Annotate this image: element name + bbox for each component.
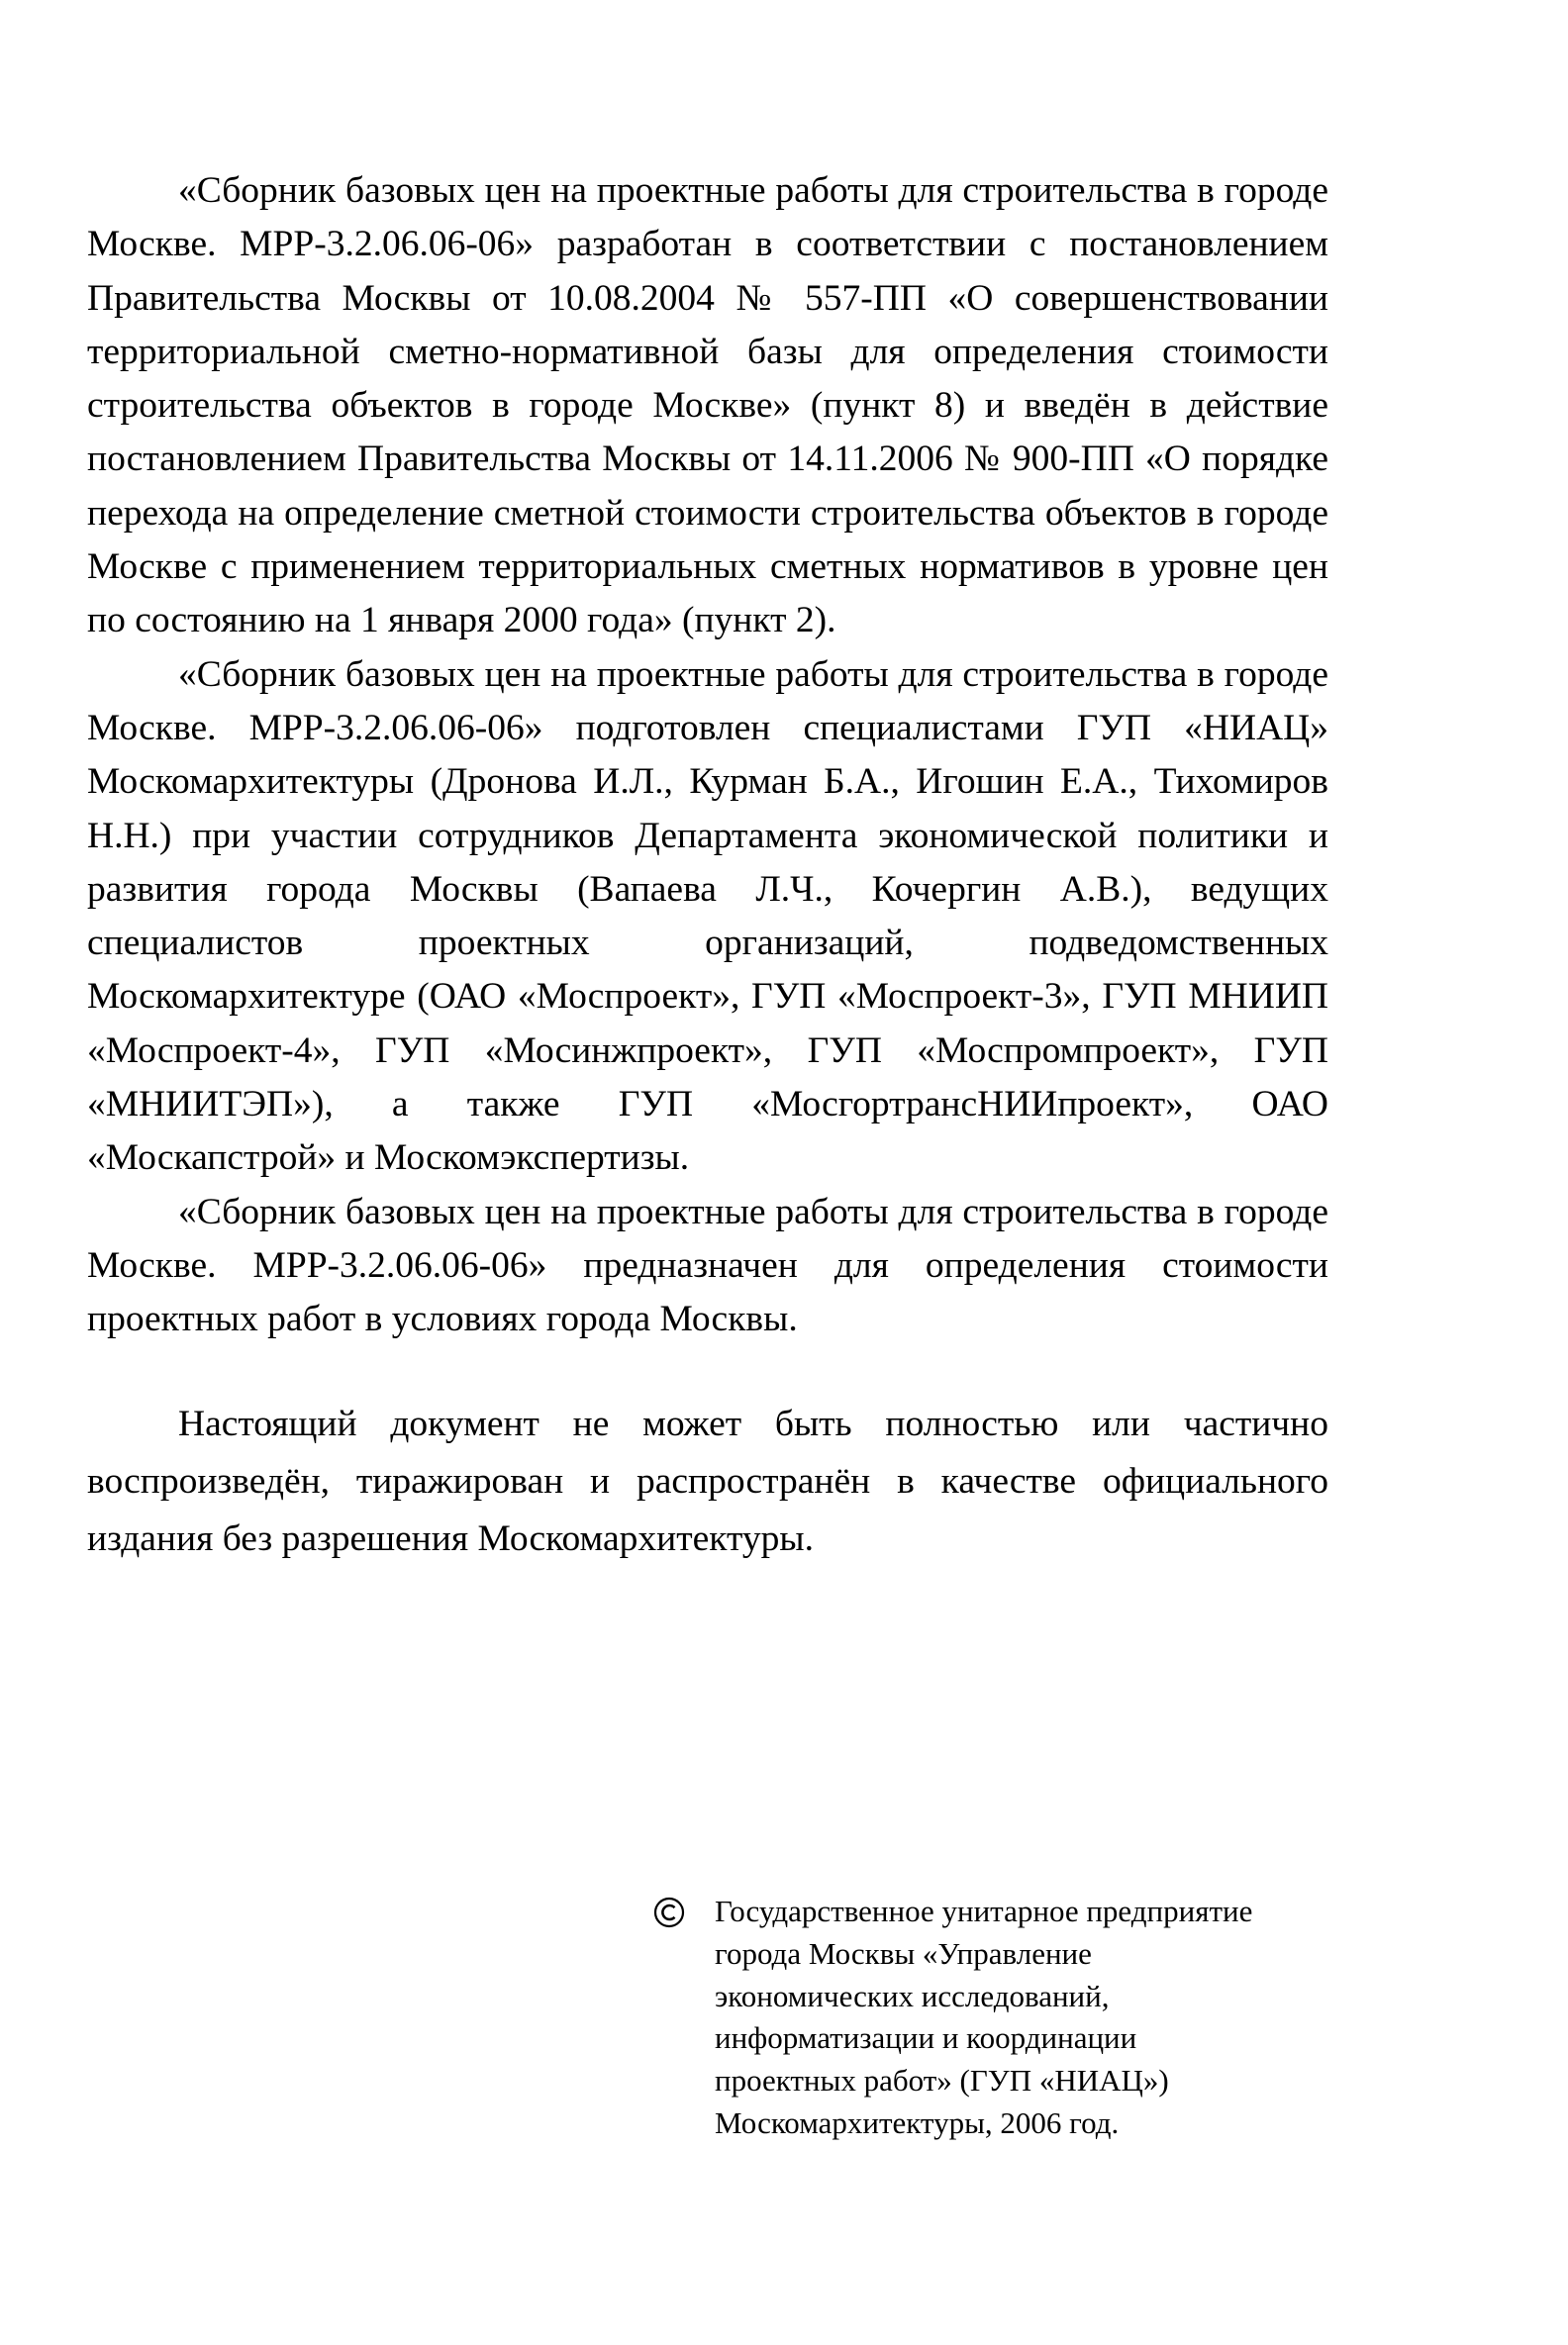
main-text xyxy=(87,164,1328,1347)
copyright-line: проектных работ» (ГУП «НИАЦ») xyxy=(715,2063,1169,2099)
paragraph-2: «Сборник базовых цен на проектные работы для строительства в городе Москве. МРР-3.2.06.06-06» подготовлен специалистами ГУП «НИАЦ» Москомархитектуры (Дронова И.Л., Курман Б.А., Игошин Е.А., Тихомиров Н.Н.) при участии сотрудников Департамента экономической политики и развития города Москвы (Вапаева Л.Ч., Кочергин А.В.), ведущих специалистов проектных организаций, подведомственных Москомархитектуре (ОАО «Моспроект», ГУП «Моспроект-3», ГУП МНИИП «Моспроект-4», ГУП «Мосинжпроект», ГУП «Моспромпроект», ГУП «МНИИТЭП»), а также ГУП «МосгортрансНИИпроект», ОАО «Москапстрой» и Москомэкспертизы. xyxy=(87,653,1328,1179)
paragraph-3: «Сборник базовых цен на проектные работы для строительства в городе Москве. МРР-3.2.06.06-06» предназначен для определения стоимости проектных работ в условиях города Москвы. xyxy=(87,1191,1328,1340)
copyright-text xyxy=(715,1891,1348,2145)
reproduction-notice xyxy=(87,1396,1328,1568)
copyright-line: экономических исследований, xyxy=(715,1978,1110,2013)
copyright-line: города Москвы «Управление xyxy=(715,1935,1092,1971)
copyright-line: Государственное унитарное предприятие xyxy=(715,1894,1253,1928)
paragraph-1: «Сборник базовых цен на проектные работы для строительства в городе Москве. МРР-3.2.06.06-06» разработан в соответствии с постановлением Правительства Москвы от 10.08.2004 № 557-ПП «О совершенствовании территориальной сметно-нормативной базы для определения стоимости строительства объектов в городе Москве» (пункт 8) и введён в действие постановлением Правительства Москвы от 14.11.2006 № 900-ПП «О порядке перехода на определение сметной стоимости строительства объектов в городе Москве с применением территориальных сметных нормативов в уровне цен по состоянию на 1 января 2000 года» (пункт 2). xyxy=(87,170,1328,641)
copyright-line: Москомархитектуры, 2006 год. xyxy=(715,2104,1120,2140)
copyright-icon xyxy=(653,1897,685,1928)
copyright-block xyxy=(653,1891,1346,2140)
notice-text: Настоящий документ не может быть полностью или частично воспроизведён, тиражирован и распространён в качестве официального издания без разрешения Москомархитектуры. xyxy=(87,1404,1328,1559)
copyright-line: информатизации и координации xyxy=(715,2020,1137,2056)
